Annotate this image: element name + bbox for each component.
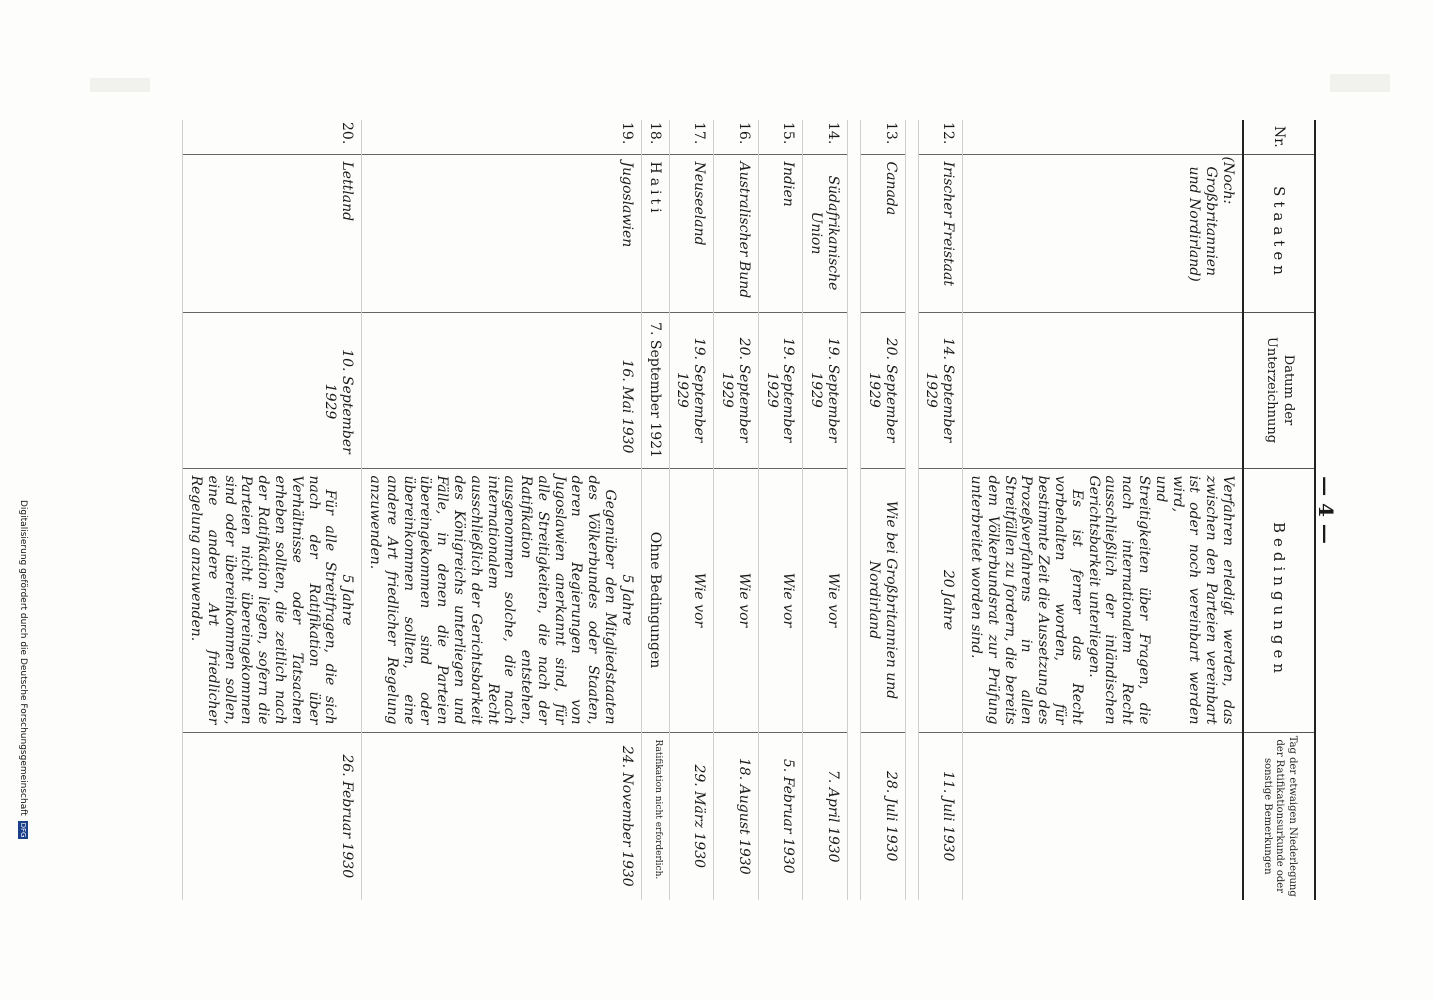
header-nr: Nr. — [1243, 120, 1315, 154]
cell-ratifikation — [963, 732, 1243, 900]
cell-datum: 19. September 1929 — [669, 312, 714, 468]
cell-datum: 19. September 1929 — [803, 312, 848, 468]
cond-title: 5 Jahre — [618, 574, 635, 626]
cell-bedingungen: Wie vor — [714, 468, 759, 732]
cell-nr: 17. — [669, 120, 714, 154]
table-row — [758, 120, 803, 900]
cell-ratifikation: 24. November 1930 — [362, 732, 642, 900]
cell-datum — [963, 312, 1243, 468]
cond-title: 5 Jahre — [339, 574, 356, 626]
cond-text: Streitigkeiten über Fragen, die nach internationalem Recht ausschließlich der inländischen Gerichtsbarkeit unterliegen. — [1085, 475, 1153, 725]
cell-datum: 14. September 1929 — [918, 312, 963, 468]
header-ratifikation: Tag der etwaigen Niederlegung der Ratifikationsurkunde oder sonstige Bemerkungen — [1243, 732, 1315, 900]
cell-bedingungen — [963, 468, 1243, 732]
cell-datum: 20. September 1929 — [714, 312, 759, 468]
dfg-logo: DFG — [19, 822, 27, 838]
cell-staat: Lettland — [183, 154, 362, 312]
cell-ratifikation: 5. Februar 1930 — [758, 732, 803, 900]
row-gap — [905, 120, 918, 900]
cell-nr — [963, 120, 1243, 154]
cell-bedingungen: 20 Jahre — [918, 468, 963, 732]
cell-datum: 7. September 1921 — [641, 312, 669, 468]
page-number: — 4 — — [1314, 476, 1338, 544]
cell-ratifikation: 11. Juli 1930 — [918, 732, 963, 900]
cell-bedingungen: Wie vor — [758, 468, 803, 732]
cell-datum: 20. September 1929 — [861, 312, 906, 468]
cond-text: Es ist ferner das Recht vorbehalten worden, für bestimmte Zeit die Aussetzung des Prozeßverfahrens in allen Streitfällen zu fordern, die bereits dem Völkerbundsrat zur Prüfung unterbreitet worden sind. — [968, 475, 1085, 725]
table-row-continuation — [963, 120, 1243, 900]
cell-ratifikation: 18. August 1930 — [714, 732, 759, 900]
table-row — [362, 120, 642, 900]
cond-text: und — [1152, 475, 1169, 503]
table-row — [669, 120, 714, 900]
header-datum: Datum der Unterzeichnung — [1243, 312, 1315, 468]
cell-nr: 13. — [861, 120, 906, 154]
cell-nr: 20. — [183, 120, 362, 154]
cond-text: Für alle Streitfragen, die sich nach der Ratifikation über Verhältnisse oder Tatsachen erheben sollten, die zeitlich nach der Ratifikation liegen, sofern die Parteien nicht übereingekommen sind oder übereinkommen sollen, eine andere Art friedlicher Regelung anzuwenden. — [187, 475, 339, 725]
cond-text: Verfahren erledigt werden, das zwischen den Parteien vereinbart ist oder noch vereinbart werden wird, — [1169, 475, 1236, 725]
cell-bedingungen — [183, 468, 362, 732]
header-staaten: Staaten — [1243, 154, 1315, 312]
cell-staat: Südafrikanische Union — [803, 154, 848, 312]
cell-nr: 12. — [918, 120, 963, 154]
cell-staat: Irischer Freistaat — [918, 154, 963, 312]
scan-noise — [90, 78, 150, 92]
cell-staat: Haiti — [641, 154, 669, 312]
cell-ratifikation: 7. April 1930 — [803, 732, 848, 900]
cell-bedingungen — [362, 468, 642, 732]
table-row — [803, 120, 848, 900]
cell-staat: Australischer Bund — [714, 154, 759, 312]
cell-bedingungen: Ohne Bedingungen — [641, 468, 669, 732]
table-row — [641, 120, 669, 900]
table-row — [861, 120, 906, 900]
cell-nr: 18. — [641, 120, 669, 154]
cell-datum: 10. September 1929 — [183, 312, 362, 468]
cell-staat: Jugoslawien — [362, 154, 642, 312]
cell-staat: Neuseeland — [669, 154, 714, 312]
cell-ratifikation: 29. März 1930 — [669, 732, 714, 900]
credit-text: Digitalisierung gefördert durch die Deutsche Forschungsgemeinschaft — [18, 500, 28, 816]
cond-text: Gegenüber den Mitgliedstaaten des Völkerbundes oder Staaten, deren Regierungen von Jugoslawien anerkannt sind, für alle Streitigkeiten, die nach der Ratifikation entstehen, ausgenommen solche, die nach internationalem Recht ausschließlich der Gerichtsbarkeit des Königreichs unterliegen und Fälle, in denen die Parteien übereingekommen sind oder übereinkommen sollten, eine andere Art friedlicher Regelung anzuwenden. — [366, 475, 619, 725]
table-row — [714, 120, 759, 900]
table-header-row — [1243, 120, 1315, 900]
header-bedingungen: Bedingungen — [1243, 468, 1315, 732]
cell-bedingungen: Wie vor — [669, 468, 714, 732]
cell-nr: 14. — [803, 120, 848, 154]
cell-staat: Canada — [861, 154, 906, 312]
digitization-credit — [12, 500, 28, 900]
scan-noise — [1330, 74, 1390, 92]
row-gap — [848, 120, 861, 900]
cell-nr: 19. — [362, 120, 642, 154]
cell-datum: 16. Mai 1930 — [362, 312, 642, 468]
cell-nr: 16. — [714, 120, 759, 154]
cell-staat: Indien — [758, 154, 803, 312]
cell-ratifikation: 28. Juli 1930 — [861, 732, 906, 900]
table-row — [918, 120, 963, 900]
cell-bedingungen: Wie vor — [803, 468, 848, 732]
rotated-page — [134, 120, 1338, 900]
treaty-table — [182, 120, 1316, 900]
cell-nr: 15. — [758, 120, 803, 154]
cell-staat: (Noch: Großbritannien und Nordirland) — [963, 154, 1243, 312]
cell-ratifikation: Ratifikation nicht erforderlich. — [641, 732, 669, 900]
table-row — [183, 120, 362, 900]
cell-ratifikation: 26. Februar 1930 — [183, 732, 362, 900]
cell-bedingungen: Wie bei Großbritannien und Nordirland — [861, 468, 906, 732]
cell-datum: 19. September 1929 — [758, 312, 803, 468]
